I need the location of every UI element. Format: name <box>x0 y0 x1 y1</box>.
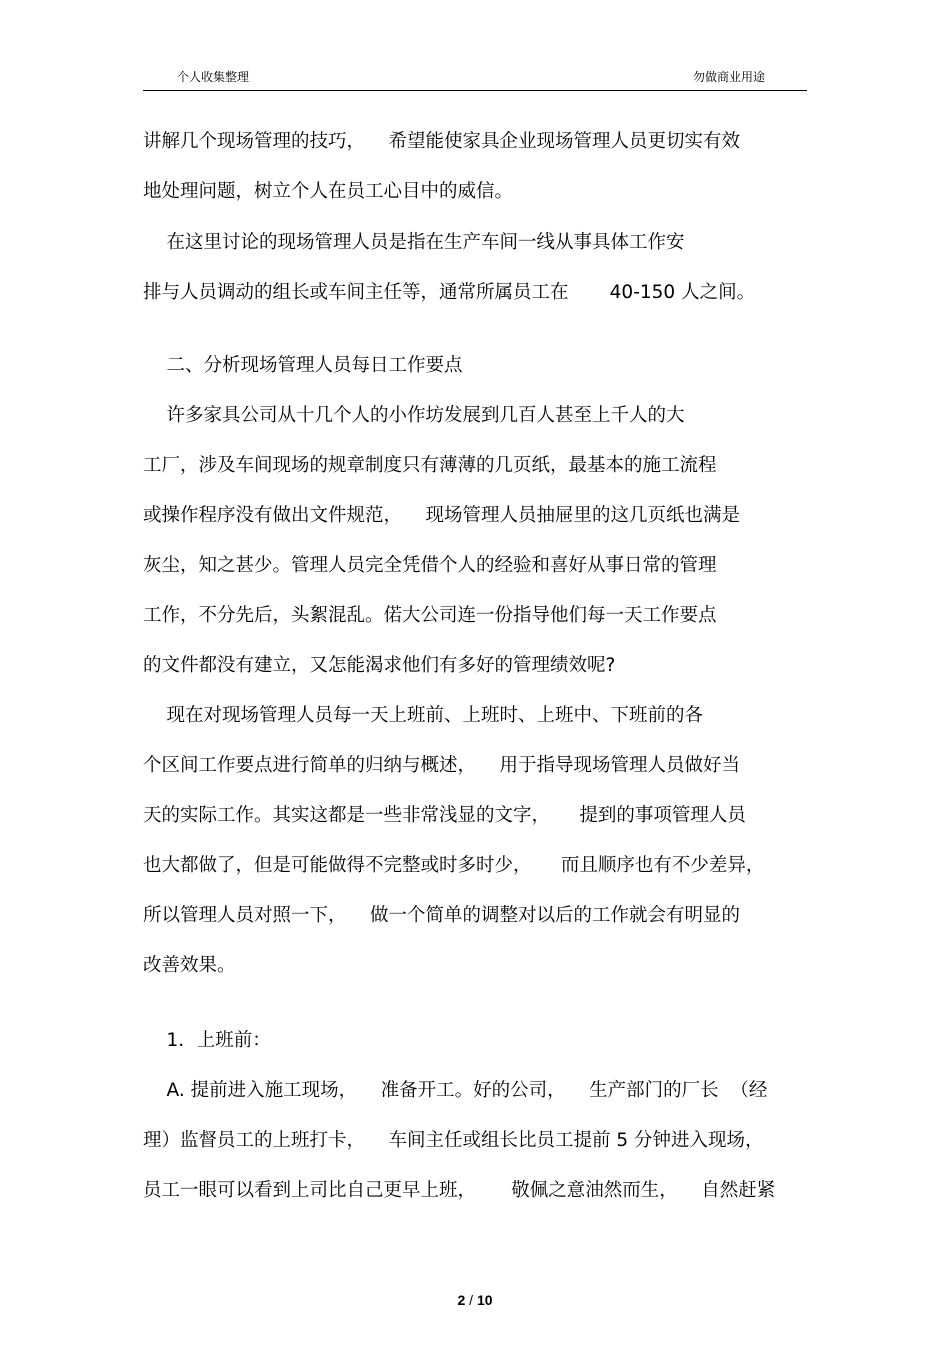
text-line: A. 提前进入施工现场， 准备开工。好的公司， 生产部门的厂长 （经 <box>143 1080 768 1101</box>
text-line: 排与人员调动的组长或车间主任等，通常所属员工在 40-150 人之间。 <box>143 282 756 303</box>
text-line: 理）监督员工的上班打卡， 车间主任或组长比员工提前 5 分钟进入现场， <box>143 1130 764 1151</box>
section-heading: 1．上班前： <box>143 1030 271 1051</box>
current-page: 2 <box>457 1292 466 1308</box>
page-header <box>143 64 807 91</box>
text-line: 讲解几个现场管理的技巧， 希望能使家具企业现场管理人员更切实有效 <box>143 131 741 152</box>
page-number <box>0 1292 950 1308</box>
text-line: 许多家具公司从十几个人的小作坊发展到几百人甚至上千人的大 <box>143 405 685 426</box>
text-line: 员工一眼可以看到上司比自己更早上班， 敬佩之意油然而生， 自然赶紧 <box>143 1180 776 1201</box>
text-line: 个区间工作要点进行简单的归纳与概述， 用于指导现场管理人员做好当 <box>143 755 741 776</box>
text-line: 改善效果。 <box>143 955 236 976</box>
text-line: 地处理问题，树立个人在员工心目中的威信。 <box>143 181 514 202</box>
text-line: 也大都做了，但是可能做得不完整或时多时少， 而且顺序也有不少差异， <box>143 855 765 876</box>
text-line: 工厂，涉及车间现场的规章制度只有薄薄的几页纸，最基本的施工流程 <box>143 455 717 476</box>
page-separator: / <box>465 1292 477 1308</box>
text-line: 的文件都没有建立，又怎能渴求他们有多好的管理绩效呢? <box>143 655 616 676</box>
text-line: 现在对现场管理人员每一天上班前、上班时、上班中、下班前的各 <box>143 705 704 726</box>
header-right-text: 勿做商业用途 <box>692 70 765 84</box>
header-left-text: 个人收集整理 <box>177 70 250 84</box>
text-line: 在这里讨论的现场管理人员是指在生产车间一线从事具体工作安 <box>143 232 685 253</box>
text-line: 工作，不分先后，头絮混乱。偌大公司连一份指导他们每一天工作要点 <box>143 605 717 626</box>
total-pages: 10 <box>476 1292 493 1308</box>
text-line: 天的实际工作。其实这都是一些非常浅显的文字， 提到的事项管理人员 <box>143 805 746 826</box>
section-heading: 二、分析现场管理人员每日工作要点 <box>143 355 463 376</box>
text-line: 所以管理人员对照一下， 做一个简单的调整对以后的工作就会有明显的 <box>143 905 741 926</box>
text-line: 灰尘，知之甚少。管理人员完全凭借个人的经验和喜好从事日常的管理 <box>143 555 717 576</box>
text-line: 或操作程序没有做出文件规范， 现场管理人员抽屉里的这几页纸也满是 <box>143 505 741 526</box>
